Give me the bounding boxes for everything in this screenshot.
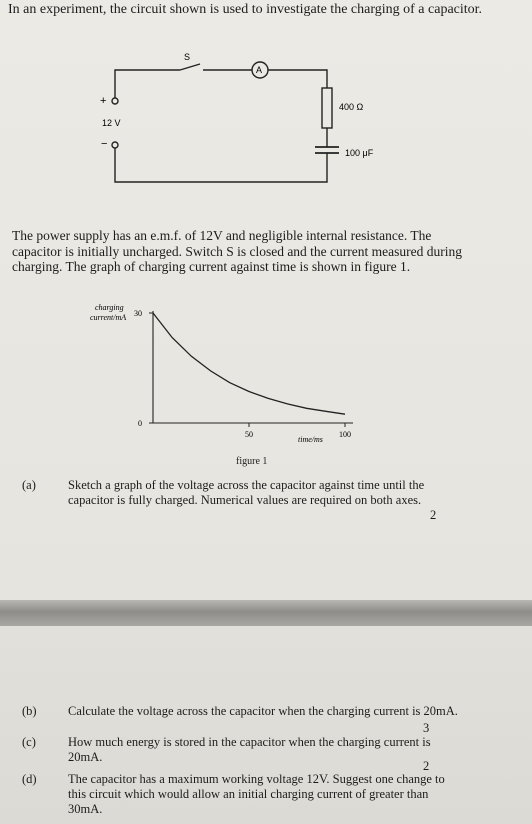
figure-caption: figure 1 (236, 456, 268, 467)
question-a-text (68, 478, 424, 508)
question-b-text (68, 704, 458, 719)
question-c-marks: 2 (423, 759, 430, 773)
y-axis-label-line2: current/mA (90, 313, 127, 322)
supply-terminal-negative (112, 142, 118, 148)
wire-bottom (115, 148, 327, 182)
intro-text: In an experiment, the circuit shown is used to investigate the charging of a capacitor. (8, 2, 483, 17)
supply-terminal-positive (112, 98, 118, 104)
description-paragraph (12, 228, 527, 275)
question-d-text (68, 772, 445, 817)
wire-top-right (268, 70, 327, 88)
chart-series (153, 313, 345, 414)
question-a-label: (a) (22, 478, 36, 492)
y-tick-label: 30 (134, 309, 142, 318)
chart-ticks (134, 309, 351, 439)
capacitor-label: 100 μF (345, 148, 374, 158)
question-b-label: (b) (22, 704, 37, 718)
question-d-label: (d) (22, 772, 37, 786)
x-tick-label: 50 (245, 430, 253, 439)
switch-label: S (184, 52, 191, 62)
y-axis-label-line1: charging (95, 303, 124, 312)
wire-top-left (115, 70, 180, 98)
resistor-symbol (322, 88, 332, 128)
question-d-line: 30mA. (68, 802, 103, 816)
question-c-label: (c) (22, 735, 36, 749)
current-curve-line (153, 313, 345, 414)
x-tick-label: 100 (339, 430, 351, 439)
supply-voltage-label: 12 V (102, 118, 121, 128)
question-d-line: this circuit which would allow an initial charging current of greater than (68, 787, 429, 801)
question-c-line: 20mA. (68, 750, 103, 764)
y-tick-label: 0 (138, 419, 142, 428)
question-a-line: Sketch a graph of the voltage across the capacitor against time until the (68, 478, 425, 492)
paragraph-line: capacitor is initially uncharged. Switch S is closed and the current measured during (12, 243, 463, 259)
chart-axes (153, 311, 353, 423)
x-axis-label: time/ms (298, 435, 323, 444)
circuit-diagram (0, 0, 532, 230)
supply-negative-label: − (101, 138, 108, 150)
question-c-line: How much energy is stored in the capacitor when the charging current is (68, 735, 431, 749)
question-b-marks: 3 (423, 721, 430, 735)
resistor-label: 400 Ω (339, 102, 364, 112)
switch-blade (180, 64, 200, 70)
ammeter-label: A (256, 65, 263, 75)
question-b-line: Calculate the voltage across the capacitor when the charging current is 20mA. (68, 704, 458, 718)
question-c-text (68, 735, 431, 765)
question-a-marks: 2 (430, 508, 437, 522)
paragraph-line: The power supply has an e.m.f. of 12V and negligible internal resistance. The (12, 228, 432, 243)
question-a-line: capacitor is fully charged. Numerical values are required on both axes. (68, 493, 422, 507)
supply-positive-label: + (100, 95, 107, 107)
question-d-line: The capacitor has a maximum working voltage 12V. Suggest one change to (68, 772, 445, 786)
paragraph-line: charging. The graph of charging current against time is shown in figure 1. (12, 259, 411, 274)
page-fold-shadow (0, 600, 532, 626)
